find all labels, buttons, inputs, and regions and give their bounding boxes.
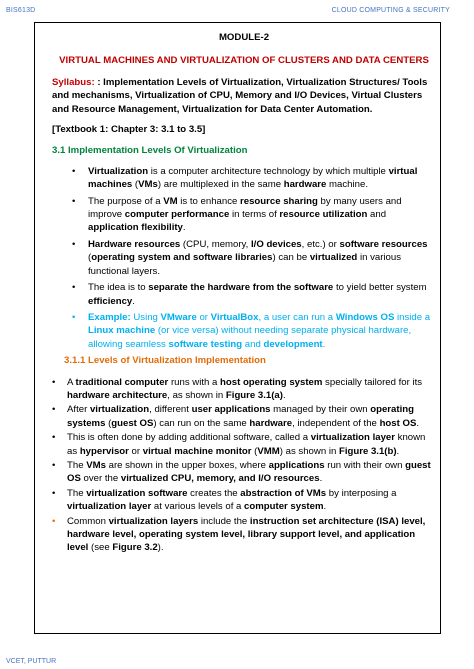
bullet-vms-upper-boxes: • The VMs are shown in the upper boxes, where applications run with their own guest OS over the virtualized CPU, memory, and I/O resources. [52, 459, 436, 486]
bullet-virtualization-software: • The virtualization software creates the abstraction of VMs by interposing a virtualization layer at various levels of a computer system. [52, 487, 436, 514]
bullet-example: • Example: Using VMware or VirtualBox, a user can run a Windows OS inside a Linux machine (or vice versa) without needing separate physical hardware, allowing seamless software testing and development. [52, 311, 436, 351]
intro-bullet-list [52, 165, 436, 351]
bullet-traditional-computer: • A traditional computer runs with a host operating system specially tailored for its hardware architecture, as shown in Figure 3.1(a). [52, 376, 436, 403]
page-content [52, 31, 436, 556]
bullet-vm-purpose: • The purpose of a VM is to enhance resource sharing by many users and improve computer performance in terms of resource utilization and application flexibility. [52, 195, 436, 235]
syllabus-paragraph [52, 76, 436, 116]
textbook-reference: [Textbook 1: Chapter 3: 3.1 to 3.5] [52, 124, 206, 136]
module-title: VIRTUAL MACHINES AND VIRTUALIZATION OF CLUSTERS AND DATA CENTERS [59, 55, 429, 67]
header-course-title: CLOUD COMPUTING & SECURITY [331, 7, 450, 14]
footer-institution: VCET, PUTTUR [6, 658, 57, 665]
section-heading: 3.1 Implementation Levels Of Virtualization [52, 145, 248, 157]
header-course-code: BIS613D [6, 7, 36, 14]
subsection-heading: 3.1.1 Levels of Virtualization Implementation [64, 355, 266, 367]
bullet-after-virtualization: • After virtualization, different user applications managed by their own operating systems (guest OS) can run on the same hardware, independent of the host OS. [52, 403, 436, 430]
bullet-separate-hardware: • The idea is to separate the hardware from the software to yield better system efficiency. [52, 281, 436, 308]
syllabus-text: : Implementation Levels of Virtualization, Virtualization Structures/ Tools and mechanisms, Virtualization of CPU, Memory and I/O Devices, Virtual Clusters and Resource Management, Virtualization for Data Center Automation. [52, 76, 428, 115]
syllabus-label: Syllabus: [52, 76, 95, 88]
bullet-hardware-software-resources: • Hardware resources (CPU, memory, I/O devices, etc.) or software resources (operating system and software libraries) can be virtualized in various functional layers. [52, 238, 436, 278]
levels-bullet-list [52, 376, 436, 555]
bullet-common-layers: • Common virtualization layers include the instruction set architecture (ISA) level, hardware level, operating system level, library support level, and application level (see Figure 3.2). [52, 515, 436, 555]
module-heading: MODULE-2 [218, 32, 270, 43]
bullet-virtualization-definition: • Virtualization is a computer architecture technology by which multiple virtual machines (VMs) are multiplexed in the same hardware machine. [52, 165, 436, 192]
bullet-virtualization-layer: • This is often done by adding additional software, called a virtualization layer known as hypervisor or virtual machine monitor (VMM) as shown in Figure 3.1(b). [52, 431, 436, 458]
